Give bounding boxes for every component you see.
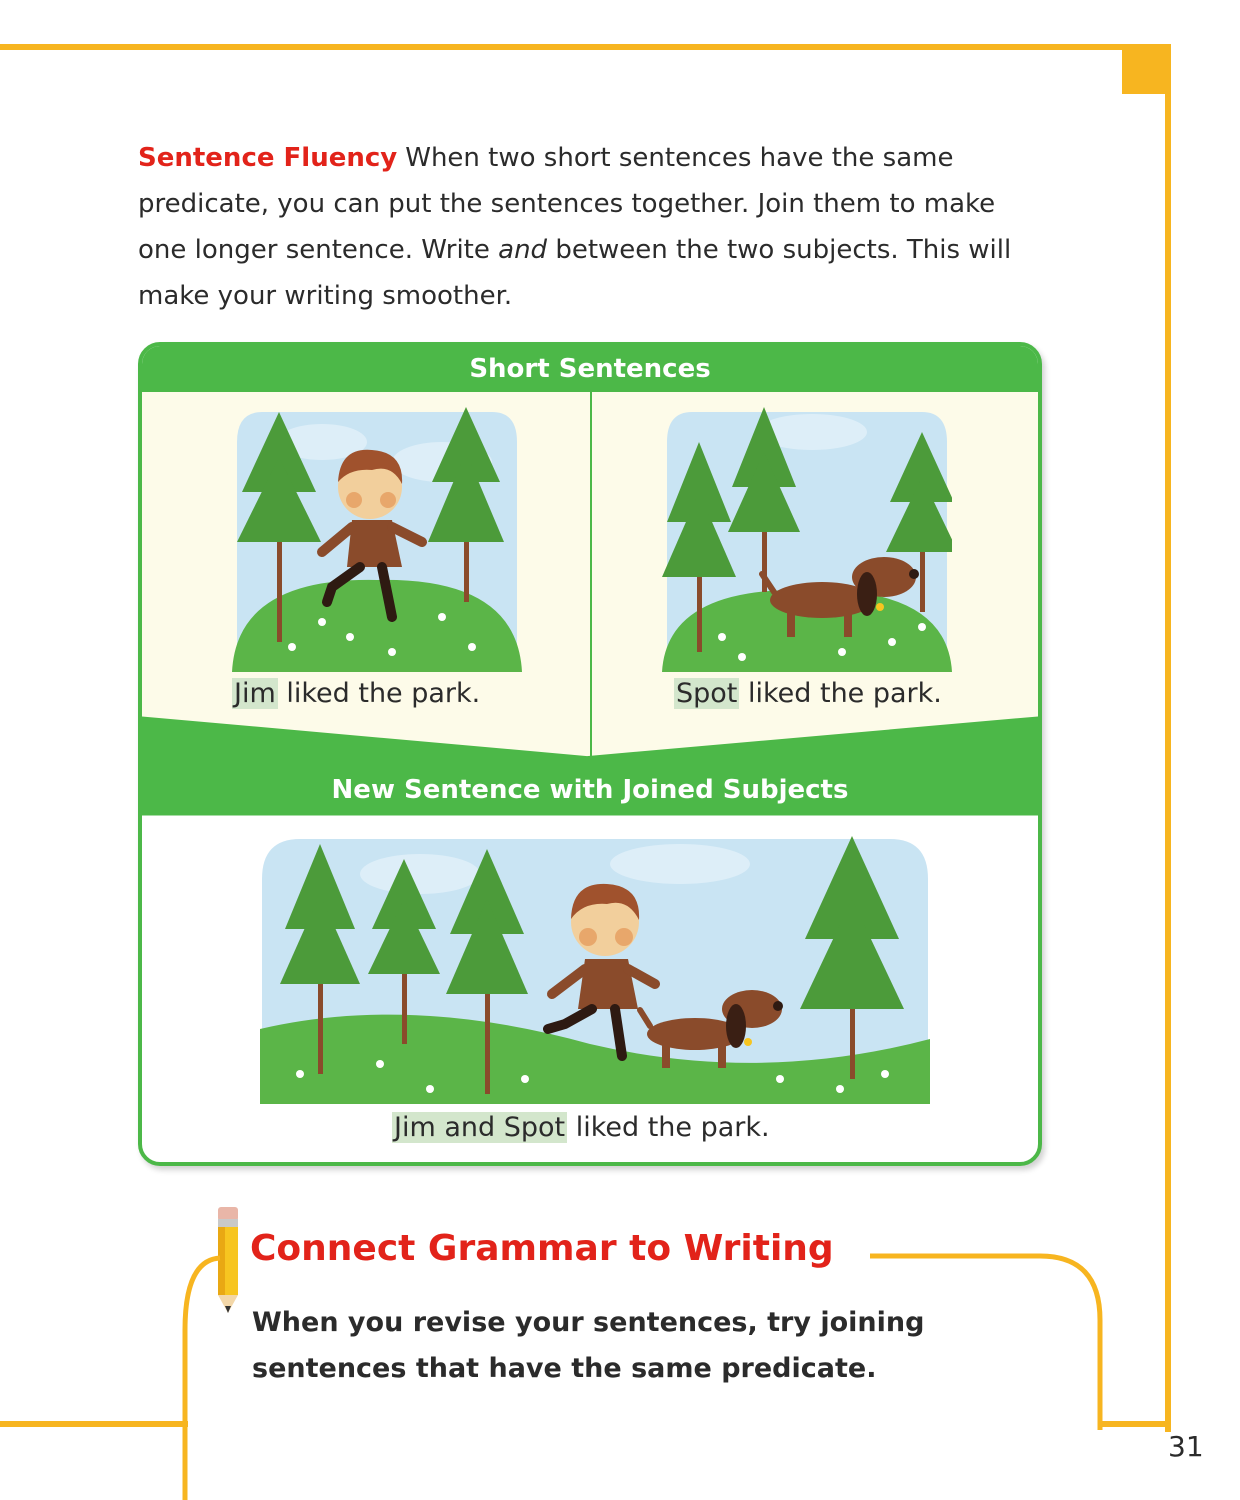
left-predicate: liked the park. bbox=[277, 678, 481, 709]
intro-paragraph bbox=[138, 135, 1038, 319]
joined-predicate: liked the park. bbox=[567, 1112, 770, 1143]
panel-divider bbox=[590, 392, 592, 762]
page-frame-bottom-left bbox=[0, 1421, 188, 1427]
connect-body: When you revise your sentences, try joining sentences that have the same predicate. bbox=[252, 1307, 925, 1384]
right-predicate: liked the park. bbox=[739, 678, 942, 709]
left-sentence bbox=[232, 678, 480, 709]
dog-park-illustration bbox=[662, 402, 952, 672]
boy-and-dog-illustration bbox=[260, 834, 930, 1104]
example-panel bbox=[138, 342, 1042, 1166]
right-subject: Spot bbox=[676, 678, 738, 709]
page-frame-right bbox=[1165, 44, 1171, 1432]
joined-sentence bbox=[392, 1112, 770, 1143]
connect-title: Connect Grammar to Writing bbox=[250, 1228, 834, 1269]
page-frame-top bbox=[0, 44, 1171, 50]
intro-emphasis: and bbox=[498, 235, 548, 265]
joined-subject: Jim and Spot bbox=[394, 1112, 566, 1143]
boy-park-illustration bbox=[232, 402, 522, 672]
intro-text-1: When two short sentences have the same predicate, you can put the sentences together. Join them to make one longer sentence. Write bbox=[138, 143, 996, 265]
joined-subjects-heading: New Sentence with Joined Subjects bbox=[142, 762, 1038, 812]
corner-tab bbox=[1122, 50, 1166, 94]
left-subject: Jim bbox=[234, 678, 276, 709]
page-number: 31 bbox=[1168, 1430, 1204, 1463]
intro-label: Sentence Fluency bbox=[138, 143, 398, 173]
right-sentence bbox=[674, 678, 942, 709]
intro-text-2: between the two subjects. This will make your writing smoother. bbox=[138, 235, 1012, 311]
short-sentences-heading: Short Sentences bbox=[142, 346, 1038, 392]
